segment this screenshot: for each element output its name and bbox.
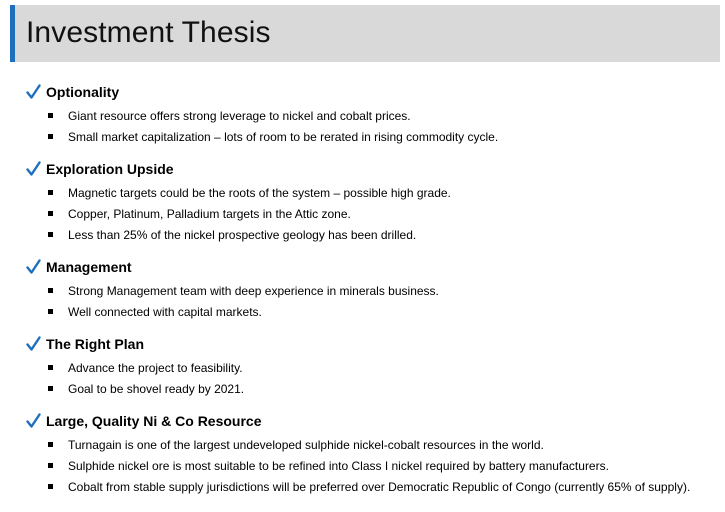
- section-title: Exploration Upside: [46, 161, 174, 177]
- list-item: [26, 105, 721, 126]
- list-item: [26, 378, 721, 399]
- checkmark-icon: [26, 161, 41, 177]
- page-title: Investment Thesis: [26, 16, 271, 49]
- square-bullet-icon: [48, 442, 53, 447]
- list-item: [26, 434, 721, 455]
- checkmark-icon: [26, 84, 41, 100]
- square-bullet-icon: [48, 134, 53, 139]
- square-bullet-icon: [48, 232, 53, 237]
- list-item: [26, 224, 721, 245]
- square-bullet-icon: [48, 463, 53, 468]
- section-header: [26, 158, 721, 180]
- list-item: [26, 301, 721, 322]
- section-title: Optionality: [46, 84, 120, 100]
- list-item: [26, 280, 721, 301]
- square-bullet-icon: [48, 484, 53, 489]
- square-bullet-icon: [48, 113, 53, 118]
- section-large-quality-resource: [26, 410, 721, 497]
- list-item: [26, 182, 721, 203]
- bullet-text: Sulphide nickel ore is most suitable to be refined into Class I nickel required by battery manufacturers.: [68, 458, 609, 473]
- section-title: The Right Plan: [46, 336, 144, 352]
- list-item: [26, 126, 721, 147]
- thesis-content: [26, 81, 721, 508]
- bullet-text: Turnagain is one of the largest undeveloped sulphide nickel-cobalt resources in the world.: [68, 437, 544, 452]
- section-optionality: [26, 81, 721, 147]
- bullet-list: [26, 280, 721, 322]
- title-accent-bar: [10, 5, 15, 62]
- bullet-text: Well connected with capital markets.: [68, 304, 262, 319]
- square-bullet-icon: [48, 211, 53, 216]
- list-item: [26, 476, 721, 497]
- bullet-text: Cobalt from stable supply jurisdictions will be preferred over Democratic Republic of Congo (currently 65% of supply).: [68, 479, 691, 494]
- title-bar: [10, 5, 720, 62]
- bullet-text: Strong Management team with deep experience in minerals business.: [68, 283, 439, 298]
- section-header: [26, 410, 721, 432]
- checkmark-icon: [26, 259, 41, 275]
- bullet-text: Advance the project to feasibility.: [68, 360, 243, 375]
- section-header: [26, 256, 721, 278]
- section-the-right-plan: [26, 333, 721, 399]
- bullet-list: [26, 182, 721, 245]
- bullet-list: [26, 357, 721, 399]
- bullet-text: Goal to be shovel ready by 2021.: [68, 381, 245, 396]
- bullet-text: Copper, Platinum, Palladium targets in the Attic zone.: [68, 206, 351, 221]
- list-item: [26, 203, 721, 224]
- section-title: Large, Quality Ni & Co Resource: [46, 413, 262, 429]
- list-item: [26, 357, 721, 378]
- bullet-text: Magnetic targets could be the roots of the system – possible high grade.: [68, 185, 451, 200]
- section-title: Management: [46, 259, 132, 275]
- square-bullet-icon: [48, 386, 53, 391]
- bullet-text: Giant resource offers strong leverage to nickel and cobalt prices.: [68, 108, 411, 123]
- square-bullet-icon: [48, 365, 53, 370]
- square-bullet-icon: [48, 190, 53, 195]
- square-bullet-icon: [48, 288, 53, 293]
- checkmark-icon: [26, 413, 41, 429]
- section-management: [26, 256, 721, 322]
- section-header: [26, 333, 721, 355]
- bullet-text: Less than 25% of the nickel prospective geology has been drilled.: [68, 227, 417, 242]
- section-header: [26, 81, 721, 103]
- bullet-list: [26, 105, 721, 147]
- checkmark-icon: [26, 336, 41, 352]
- bullet-text: Small market capitalization – lots of room to be rerated in rising commodity cycle.: [68, 129, 499, 144]
- section-exploration-upside: [26, 158, 721, 245]
- square-bullet-icon: [48, 309, 53, 314]
- bullet-list: [26, 434, 721, 497]
- list-item: [26, 455, 721, 476]
